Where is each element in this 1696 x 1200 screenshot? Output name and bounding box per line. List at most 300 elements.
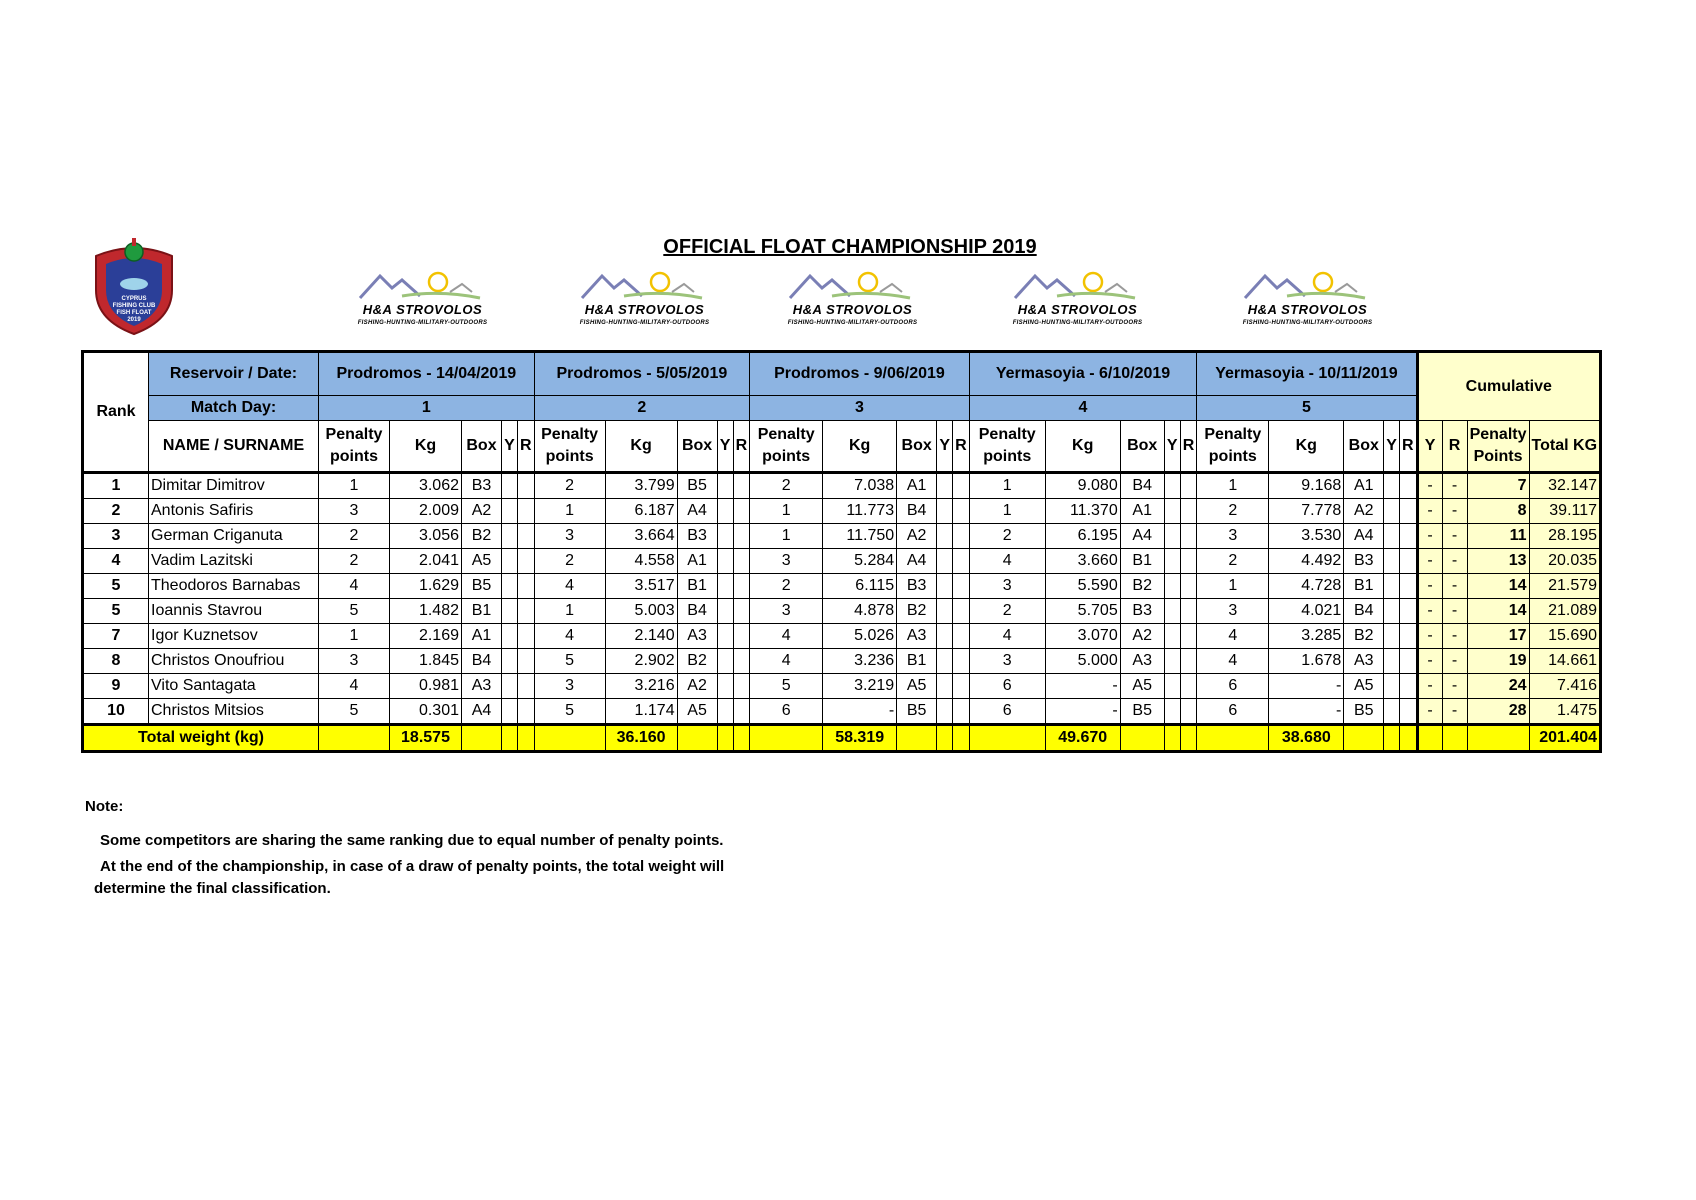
match-total-weight: 36.160 <box>605 725 677 752</box>
penalty-cell: 5 <box>534 699 605 725</box>
box-cell: B3 <box>677 524 717 549</box>
cumulative-y-cell: - <box>1417 649 1442 674</box>
red-card-cell <box>1180 699 1197 725</box>
sponsor-logo <box>995 262 1160 334</box>
red-card-cell <box>953 599 970 624</box>
total-kg-cell: 20.035 <box>1529 549 1600 574</box>
red-card-cell <box>1180 599 1197 624</box>
total-blank <box>1399 725 1417 752</box>
box-cell: A5 <box>462 549 502 574</box>
sponsor-tagline: FISHING-HUNTING-MILITARY-OUTDOORS <box>1242 320 1373 326</box>
red-card-cell <box>953 649 970 674</box>
red-card-cell <box>518 499 535 524</box>
competitor-name: Antonis Safiris <box>149 499 319 524</box>
box-header: Box <box>1120 421 1164 473</box>
cumulative-penalty-cell: 13 <box>1467 549 1529 574</box>
kg-cell: 5.000 <box>1045 649 1120 674</box>
box-cell: B2 <box>462 524 502 549</box>
rank-cell: 8 <box>83 649 149 674</box>
match-day-number: 4 <box>969 396 1197 421</box>
total-blank <box>937 725 953 752</box>
table-row <box>83 524 1601 549</box>
penalty-cell: 1 <box>1197 574 1269 599</box>
match-reservoir-date: Yermasoyia - 10/11/2019 <box>1197 352 1417 396</box>
yellow-card-cell <box>937 574 953 599</box>
penalty-points-header: Penalty points <box>1197 421 1269 473</box>
red-card-cell <box>518 524 535 549</box>
box-cell: A4 <box>897 549 937 574</box>
penalty-cell: 4 <box>969 624 1045 649</box>
yellow-card-cell <box>502 624 518 649</box>
kg-cell: 6.195 <box>1045 524 1120 549</box>
box-cell: A1 <box>462 624 502 649</box>
sponsor-tagline: FISHING-HUNTING-MILITARY-OUTDOORS <box>357 320 488 326</box>
match-day-number: 3 <box>750 396 970 421</box>
club-logo <box>88 238 180 336</box>
yellow-card-cell <box>717 699 733 725</box>
penalty-cell: 1 <box>969 499 1045 524</box>
penalty-cell: 2 <box>1197 499 1269 524</box>
red-card-header: R <box>1399 421 1417 473</box>
yellow-card-cell <box>1384 599 1400 624</box>
red-card-cell <box>518 674 535 699</box>
kg-cell: 2.140 <box>605 624 677 649</box>
box-cell: A4 <box>1120 524 1164 549</box>
box-cell: A2 <box>677 674 717 699</box>
penalty-cell: 2 <box>319 549 390 574</box>
red-card-cell <box>1180 549 1197 574</box>
penalty-cell: 5 <box>319 699 390 725</box>
rank-cell: 2 <box>83 499 149 524</box>
name-header: NAME / SURNAME <box>149 421 319 473</box>
penalty-cell: 3 <box>1197 524 1269 549</box>
note-heading: Note: <box>85 798 124 815</box>
penalty-cell: 1 <box>534 599 605 624</box>
red-card-cell <box>1399 549 1417 574</box>
red-card-cell <box>1399 599 1417 624</box>
kg-cell: 1.482 <box>390 599 462 624</box>
box-cell: B1 <box>1344 574 1384 599</box>
box-header: Box <box>677 421 717 473</box>
box-cell: B3 <box>1120 599 1164 624</box>
box-cell: A3 <box>462 674 502 699</box>
red-card-cell <box>733 699 750 725</box>
sponsor-name: H&A STROVOLOS <box>792 302 913 317</box>
penalty-cell: 1 <box>750 524 823 549</box>
penalty-cell: 4 <box>534 574 605 599</box>
red-card-cell <box>733 549 750 574</box>
kg-cell: 3.236 <box>823 649 897 674</box>
box-cell: A1 <box>677 549 717 574</box>
cumulative-penalty-cell: 24 <box>1467 674 1529 699</box>
results-table <box>81 350 1602 753</box>
red-card-cell <box>733 599 750 624</box>
penalty-cell: 3 <box>319 649 390 674</box>
yellow-card-cell <box>937 549 953 574</box>
red-card-cell <box>1180 499 1197 524</box>
total-kg-cell: 28.195 <box>1529 524 1600 549</box>
box-cell: B5 <box>677 473 717 499</box>
yellow-card-header: Y <box>937 421 953 473</box>
kg-cell: 3.530 <box>1269 524 1344 549</box>
mountain-icon <box>562 262 727 304</box>
red-card-header: R <box>518 421 535 473</box>
yellow-card-cell <box>1164 524 1180 549</box>
total-kg-cell: 39.117 <box>1529 499 1600 524</box>
total-blank <box>1467 725 1529 752</box>
penalty-cell: 6 <box>969 674 1045 699</box>
kg-cell: 3.219 <box>823 674 897 699</box>
box-cell: A2 <box>897 524 937 549</box>
cumulative-r-cell: - <box>1442 599 1467 624</box>
penalty-cell: 6 <box>969 699 1045 725</box>
box-cell: B5 <box>462 574 502 599</box>
penalty-cell: 1 <box>534 499 605 524</box>
sponsor-name: H&A STROVOLOS <box>584 302 705 317</box>
kg-cell: 2.041 <box>390 549 462 574</box>
cumulative-r-header: R <box>1442 421 1467 473</box>
rank-cell: 10 <box>83 699 149 725</box>
kg-cell: 9.080 <box>1045 473 1120 499</box>
penalty-cell: 4 <box>319 674 390 699</box>
yellow-card-cell <box>502 524 518 549</box>
yellow-card-cell <box>717 649 733 674</box>
red-card-cell <box>1180 524 1197 549</box>
box-header: Box <box>462 421 502 473</box>
kg-cell: 0.301 <box>390 699 462 725</box>
table-row <box>83 699 1601 725</box>
red-card-cell <box>733 649 750 674</box>
red-card-cell <box>953 524 970 549</box>
red-card-header: R <box>953 421 970 473</box>
red-card-cell <box>1399 649 1417 674</box>
match-total-weight: 58.319 <box>823 725 897 752</box>
red-card-cell <box>1399 499 1417 524</box>
penalty-cell: 3 <box>969 649 1045 674</box>
red-card-cell <box>953 699 970 725</box>
red-card-cell <box>733 674 750 699</box>
note-line-3: determine the final classification. <box>94 880 331 897</box>
yellow-card-cell <box>717 624 733 649</box>
total-kg-cell: 21.579 <box>1529 574 1600 599</box>
box-cell: B5 <box>897 699 937 725</box>
total-blank <box>534 725 605 752</box>
total-blank <box>502 725 518 752</box>
total-blank <box>1442 725 1467 752</box>
kg-cell: 5.705 <box>1045 599 1120 624</box>
kg-cell: 11.773 <box>823 499 897 524</box>
match-total-weight: 18.575 <box>390 725 462 752</box>
rank-cell: 9 <box>83 674 149 699</box>
note-line-1: Some competitors are sharing the same ranking due to equal number of penalty points. <box>100 832 724 849</box>
cumulative-y-cell: - <box>1417 624 1442 649</box>
yellow-card-cell <box>1384 574 1400 599</box>
match-total-weight: 38.680 <box>1269 725 1344 752</box>
red-card-cell <box>1180 624 1197 649</box>
match-day-label: Match Day: <box>149 396 319 421</box>
red-card-cell <box>1399 674 1417 699</box>
cumulative-y-cell: - <box>1417 574 1442 599</box>
cumulative-y-cell: - <box>1417 674 1442 699</box>
penalty-cell: 2 <box>750 473 823 499</box>
cumulative-penalty-cell: 7 <box>1467 473 1529 499</box>
yellow-card-cell <box>502 574 518 599</box>
kg-cell: - <box>823 699 897 725</box>
total-blank <box>897 725 937 752</box>
total-kg-cell: 7.416 <box>1529 674 1600 699</box>
kg-cell: 3.062 <box>390 473 462 499</box>
red-card-cell <box>518 549 535 574</box>
red-card-cell <box>953 499 970 524</box>
cumulative-r-cell: - <box>1442 524 1467 549</box>
yellow-card-cell <box>1164 473 1180 499</box>
total-blank <box>462 725 502 752</box>
yellow-card-header: Y <box>502 421 518 473</box>
kg-cell: 5.026 <box>823 624 897 649</box>
penalty-cell: 4 <box>750 624 823 649</box>
red-card-cell <box>1399 624 1417 649</box>
yellow-card-cell <box>937 473 953 499</box>
red-card-cell <box>1180 649 1197 674</box>
kg-cell: 9.168 <box>1269 473 1344 499</box>
grand-total-weight: 201.404 <box>1529 725 1600 752</box>
competitor-name: Vadim Lazitski <box>149 549 319 574</box>
yellow-card-cell <box>502 699 518 725</box>
penalty-points-header: Penalty points <box>969 421 1045 473</box>
yellow-card-cell <box>937 674 953 699</box>
cumulative-header: Cumulative <box>1417 352 1600 421</box>
mountain-icon <box>770 262 935 304</box>
yellow-card-cell <box>937 499 953 524</box>
box-cell: A3 <box>1120 649 1164 674</box>
red-card-cell <box>1399 473 1417 499</box>
match-reservoir-date: Prodromos - 9/06/2019 <box>750 352 970 396</box>
penalty-cell: 4 <box>1197 649 1269 674</box>
total-blank <box>750 725 823 752</box>
kg-cell: 4.492 <box>1269 549 1344 574</box>
cumulative-y-cell: - <box>1417 699 1442 725</box>
yellow-card-cell <box>717 549 733 574</box>
box-cell: B2 <box>897 599 937 624</box>
yellow-card-cell <box>1164 674 1180 699</box>
box-cell: B2 <box>677 649 717 674</box>
penalty-points-header: Penalty points <box>534 421 605 473</box>
kg-cell: 3.070 <box>1045 624 1120 649</box>
penalty-cell: 6 <box>750 699 823 725</box>
total-blank <box>677 725 717 752</box>
total-kg-cell: 14.661 <box>1529 649 1600 674</box>
competitor-name: Christos Mitsios <box>149 699 319 725</box>
kg-cell: 5.284 <box>823 549 897 574</box>
red-card-cell <box>953 624 970 649</box>
cumulative-y-cell: - <box>1417 524 1442 549</box>
sponsor-logo <box>340 262 505 334</box>
yellow-card-cell <box>1384 473 1400 499</box>
header-row-columns <box>83 421 1601 473</box>
match-total-weight: 49.670 <box>1045 725 1120 752</box>
total-blank <box>1344 725 1384 752</box>
box-cell: B4 <box>677 599 717 624</box>
total-kg-cell: 21.089 <box>1529 599 1600 624</box>
yellow-card-cell <box>1384 674 1400 699</box>
total-blank <box>969 725 1045 752</box>
total-blank <box>518 725 535 752</box>
kg-cell: 3.660 <box>1045 549 1120 574</box>
yellow-card-cell <box>1384 624 1400 649</box>
kg-header: Kg <box>1269 421 1344 473</box>
competitor-name: Igor Kuznetsov <box>149 624 319 649</box>
kg-cell: 0.981 <box>390 674 462 699</box>
yellow-card-cell <box>1164 599 1180 624</box>
box-cell: A2 <box>462 499 502 524</box>
cumulative-penalty-cell: 19 <box>1467 649 1529 674</box>
competitor-name: German Criganuta <box>149 524 319 549</box>
page-title: OFFICIAL FLOAT CHAMPIONSHIP 2019 <box>663 236 1037 258</box>
rank-header: Rank <box>83 352 149 473</box>
box-cell: A4 <box>677 499 717 524</box>
penalty-cell: 3 <box>750 599 823 624</box>
svg-text:CYPRUS: CYPRUS <box>121 296 147 302</box>
box-cell: B1 <box>677 574 717 599</box>
cumulative-y-cell: - <box>1417 549 1442 574</box>
yellow-card-cell <box>1164 499 1180 524</box>
box-header: Box <box>897 421 937 473</box>
box-cell: B1 <box>462 599 502 624</box>
svg-text:FISHING CLUB: FISHING CLUB <box>112 303 156 309</box>
kg-cell: - <box>1269 674 1344 699</box>
sponsor-logo <box>1225 262 1390 334</box>
match-day-number: 2 <box>534 396 750 421</box>
table-row <box>83 549 1601 574</box>
competitor-name: Ioannis Stavrou <box>149 599 319 624</box>
cumulative-r-cell: - <box>1442 699 1467 725</box>
penalty-cell: 6 <box>1197 699 1269 725</box>
penalty-cell: 6 <box>1197 674 1269 699</box>
yellow-card-cell <box>502 499 518 524</box>
box-cell: A3 <box>677 624 717 649</box>
yellow-card-header: Y <box>1384 421 1400 473</box>
penalty-cell: 4 <box>969 549 1045 574</box>
red-card-cell <box>953 674 970 699</box>
box-cell: B2 <box>1344 624 1384 649</box>
total-blank <box>1417 725 1442 752</box>
box-cell: A1 <box>897 473 937 499</box>
red-card-cell <box>1180 574 1197 599</box>
total-blank <box>1180 725 1197 752</box>
sponsor-tagline: FISHING-HUNTING-MILITARY-OUTDOORS <box>1012 320 1143 326</box>
kg-cell: 2.009 <box>390 499 462 524</box>
box-cell: B4 <box>897 499 937 524</box>
cumulative-r-cell: - <box>1442 473 1467 499</box>
kg-cell: 1.629 <box>390 574 462 599</box>
sponsor-name: H&A STROVOLOS <box>1017 302 1138 317</box>
competitor-name: Christos Onoufriou <box>149 649 319 674</box>
table-row <box>83 574 1601 599</box>
total-blank <box>1120 725 1164 752</box>
kg-cell: 5.003 <box>605 599 677 624</box>
red-card-cell <box>733 624 750 649</box>
cumulative-r-cell: - <box>1442 549 1467 574</box>
box-header: Box <box>1344 421 1384 473</box>
red-card-header: R <box>733 421 750 473</box>
yellow-card-cell <box>1164 649 1180 674</box>
red-card-cell <box>953 473 970 499</box>
total-blank <box>1197 725 1269 752</box>
box-cell: A5 <box>1120 674 1164 699</box>
penalty-cell: 4 <box>319 574 390 599</box>
yellow-card-cell <box>1164 549 1180 574</box>
total-kg-cell: 15.690 <box>1529 624 1600 649</box>
kg-cell: 5.590 <box>1045 574 1120 599</box>
red-card-header: R <box>1180 421 1197 473</box>
penalty-cell: 1 <box>750 499 823 524</box>
total-weight-label: Total weight (kg) <box>83 725 319 752</box>
match-day-number: 1 <box>319 396 535 421</box>
yellow-card-cell <box>937 649 953 674</box>
box-cell: B5 <box>1120 699 1164 725</box>
kg-cell: 3.664 <box>605 524 677 549</box>
red-card-cell <box>1399 699 1417 725</box>
penalty-cell: 2 <box>969 599 1045 624</box>
kg-cell: 3.517 <box>605 574 677 599</box>
red-card-cell <box>518 649 535 674</box>
yellow-card-cell <box>937 624 953 649</box>
box-cell: A2 <box>1344 499 1384 524</box>
yellow-card-cell <box>502 649 518 674</box>
mountain-icon <box>340 262 505 304</box>
kg-cell: 6.187 <box>605 499 677 524</box>
box-cell: A2 <box>1120 624 1164 649</box>
rank-cell: 4 <box>83 549 149 574</box>
match-reservoir-date: Yermasoyia - 6/10/2019 <box>969 352 1197 396</box>
box-cell: B1 <box>897 649 937 674</box>
yellow-card-cell <box>717 574 733 599</box>
penalty-cell: 5 <box>534 649 605 674</box>
yellow-card-cell <box>1164 574 1180 599</box>
table-row <box>83 499 1601 524</box>
kg-cell: 11.370 <box>1045 499 1120 524</box>
kg-cell: 2.169 <box>390 624 462 649</box>
cumulative-penalty-header: Penalty Points <box>1467 421 1529 473</box>
total-blank <box>1384 725 1400 752</box>
header-row-match-day <box>83 396 1601 421</box>
yellow-card-cell <box>502 549 518 574</box>
red-card-cell <box>953 574 970 599</box>
kg-cell: 4.558 <box>605 549 677 574</box>
yellow-card-header: Y <box>1164 421 1180 473</box>
total-kg-cell: 1.475 <box>1529 699 1600 725</box>
cumulative-penalty-cell: 14 <box>1467 599 1529 624</box>
kg-cell: 6.115 <box>823 574 897 599</box>
box-cell: B1 <box>1120 549 1164 574</box>
yellow-card-cell <box>502 473 518 499</box>
box-cell: B3 <box>462 473 502 499</box>
sponsor-name: H&A STROVOLOS <box>362 302 483 317</box>
totals-row <box>83 725 1601 752</box>
box-cell: A4 <box>462 699 502 725</box>
penalty-cell: 2 <box>319 524 390 549</box>
total-kg-header: Total KG <box>1529 421 1600 473</box>
penalty-cell: 3 <box>534 674 605 699</box>
note-line-2: At the end of the championship, in case of a draw of penalty points, the total weight will <box>100 858 725 875</box>
kg-cell: 7.778 <box>1269 499 1344 524</box>
competitor-name: Dimitar Dimitrov <box>149 473 319 499</box>
cumulative-y-header: Y <box>1417 421 1442 473</box>
penalty-cell: 1 <box>1197 473 1269 499</box>
penalty-cell: 5 <box>319 599 390 624</box>
box-cell: B4 <box>1120 473 1164 499</box>
red-card-cell <box>518 624 535 649</box>
